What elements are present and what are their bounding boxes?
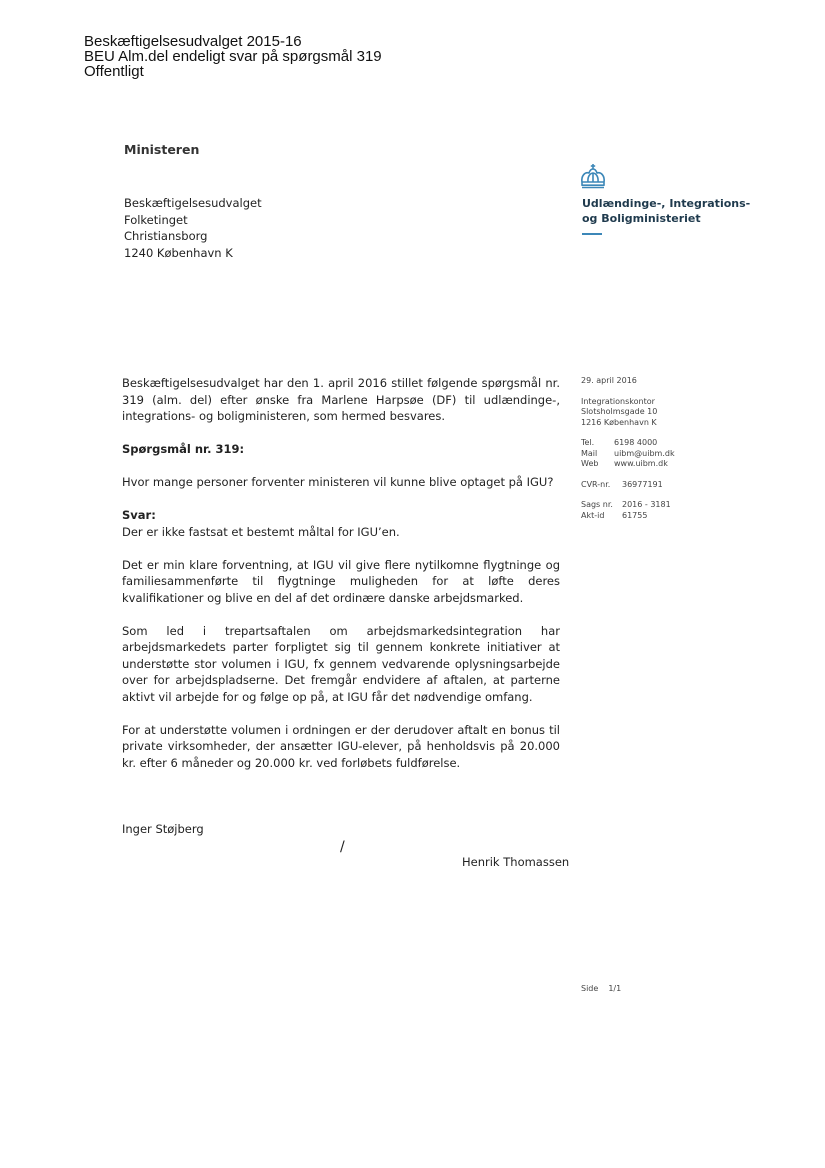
answer-paragraph-1: Der er ikke fastsat et bestemt måltal for IGU’en. xyxy=(122,524,400,539)
contact-tel-row xyxy=(581,438,761,449)
page-value: 1/1 xyxy=(608,984,622,993)
cvr-row xyxy=(581,480,761,491)
signature-separator: / xyxy=(340,839,345,855)
recipient-postal: 1240 København K xyxy=(124,245,233,260)
contact-block xyxy=(581,438,761,470)
parliament-stamp xyxy=(84,34,544,79)
case-block xyxy=(581,500,761,521)
page-number xyxy=(581,984,621,993)
act-value: 61755 xyxy=(622,510,648,520)
contact-mail-row xyxy=(581,449,761,460)
act-id-row xyxy=(581,511,761,522)
answer-paragraph-2: Det er min klare forventning, at IGU vil give flere nytilkomne flygtninge og familiesammenførte til flygtninge muligheden for at løfte deres kvalifikationer og blive en del af det ordinære danske arbejdsmarked. xyxy=(122,557,560,605)
recipient-building: Christiansborg xyxy=(124,229,208,243)
ministry-accent-rule xyxy=(582,233,602,235)
tel-value: 6198 4000 xyxy=(614,438,658,447)
question-text: Hvor mange personer forventer ministeren vil kunne blive optaget på IGU? xyxy=(122,475,554,489)
stamp-question-line: BEU Alm.del endeligt svar på spørgsmål 319 xyxy=(84,48,382,65)
page-label: Side xyxy=(581,984,599,993)
mail-value: uibm@uibm.dk xyxy=(614,448,675,458)
cvr-label: CVR-nr. xyxy=(581,479,611,489)
ministry-name-line1: Udlændinge-, Integrations- xyxy=(582,197,751,210)
stamp-status-line: Offentligt xyxy=(84,63,144,80)
office-address-block xyxy=(581,397,761,429)
answer-heading: Svar: xyxy=(122,508,156,522)
act-label: Akt-id xyxy=(581,510,605,520)
office-street: Slotsholmsgade 10 xyxy=(581,407,658,416)
contact-web-row xyxy=(581,459,761,470)
ministry-name xyxy=(582,196,782,226)
mail-label: Mail xyxy=(581,448,598,458)
letter-date-block xyxy=(581,376,761,387)
ministry-name-line2: og Boligministeriet xyxy=(582,212,701,225)
question-heading: Spørgsmål nr. 319: xyxy=(122,442,245,456)
letter-date: 29. april 2016 xyxy=(581,376,637,385)
letter-metadata-sidebar xyxy=(581,376,761,531)
intro-paragraph: Beskæftigelsesudvalget har den 1. april 2016 stillet følgende spørgsmål nr. 319 (alm. del) efter ønske fra Marlene Harpsøe (DF) til udlændinge-, integrations- og boligministeren, som hermed besvares. xyxy=(122,376,560,423)
sender-label: Ministeren xyxy=(124,142,200,157)
answer-paragraph-3: Som led i trepartsaftalen om arbejdsmarkedsintegration har arbejdsmarkedets parter forpligtet sig til gennem konkrete initiativer at understøtte stor volumen i IGU, fx gennem vedvarende oplysningsarbejde over for arbejdspladserne. Det fremgår endvidere af aftalen, at parterne aktivt vil arbejde for og følge op på, at IGU får det nødvendige omfang. xyxy=(122,623,560,704)
web-label: Web xyxy=(581,459,599,468)
answer-paragraph-4: For at understøtte volumen i ordningen er der derudover aftalt en bonus til private virksomheder, der ansætter IGU-elever, på henholdsvis på 20.000 kr. efter 6 måneder og 20.000 kr. ved forløbets fuldførelse. xyxy=(122,722,560,770)
recipient-committee: Beskæftigelsesudvalget xyxy=(124,196,262,210)
office-name: Integrationskontor xyxy=(581,396,655,406)
case-value: 2016 - 3181 xyxy=(622,500,671,509)
letter-body xyxy=(122,375,560,771)
cvr-block xyxy=(581,480,761,491)
office-city: 1216 København K xyxy=(581,417,657,427)
signature-minister: Inger Støjberg xyxy=(122,822,204,836)
case-label: Sags nr. xyxy=(581,500,613,509)
tel-label: Tel. xyxy=(581,438,595,447)
crown-icon xyxy=(578,163,608,189)
case-number-row xyxy=(581,500,761,511)
signature-official: Henrik Thomassen xyxy=(462,855,570,869)
recipient-institution: Folketinget xyxy=(124,212,188,227)
cvr-value: 36977191 xyxy=(622,479,663,489)
web-value: www.uibm.dk xyxy=(614,459,668,468)
recipient-address xyxy=(124,195,424,261)
stamp-committee-line: Beskæftigelsesudvalget 2015-16 xyxy=(84,33,302,50)
